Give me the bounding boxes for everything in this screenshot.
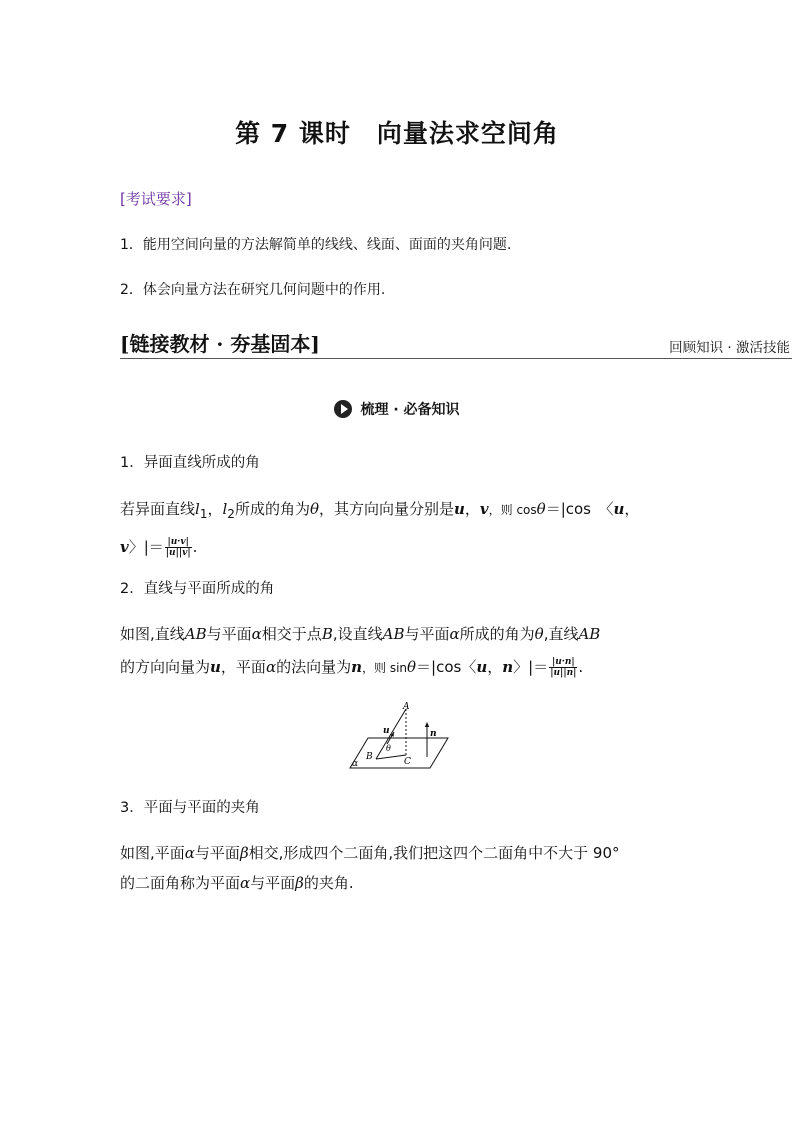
subheading (0, 399, 794, 419)
label-C: C (404, 757, 411, 767)
line-plane-angle-figure (346, 702, 452, 772)
requirement-item-2: 2．体会向量方法在研究几何问题中的作用. (120, 282, 386, 298)
fraction-cos-uv: $\frac{|u\cdot v|}{|u||v|}$ (165, 537, 191, 558)
heading-plane-plane-angle: 3．平面与平面的夹角 (120, 800, 260, 816)
requirement-item-1: 1．能用空间向量的方法解简单的线线、线面、面面的夹角问题. (120, 237, 512, 253)
lesson-number: 第 7 课时 (235, 119, 351, 148)
page-title (0, 114, 794, 150)
subheading-text: 梳理 · 必备知识 (360, 402, 460, 418)
section-subtitle: 回顾知识 · 激活技能 (669, 340, 790, 356)
section-header (120, 328, 792, 359)
section-title: [链接教材 · 夯基固本] (120, 332, 320, 356)
heading-line-plane-angle: 2．直线与平面所成的角 (120, 581, 275, 597)
play-icon (334, 400, 352, 418)
label-B: B (366, 752, 373, 762)
paragraph-skew-lines: 若异面直线$l_1$，$l_2$所成的角为θ，其方向向量分别是u，v，则 cosθ＝|cos 〈u， v〉|＝ $\frac{|u\cdot v|}{|u||v|}$ . (120, 500, 640, 558)
heading-skew-lines-angle: 1．异面直线所成的角 (120, 455, 260, 471)
line-AB (376, 709, 406, 759)
plane-alpha-parallelogram (350, 738, 448, 768)
line-BC (376, 755, 406, 759)
label-theta: θ (386, 744, 391, 753)
label-n: n (430, 729, 437, 739)
exam-requirements-label: [考试要求] (120, 190, 192, 208)
paragraph-plane-plane: 如图,平面α与平面β相交,形成四个二面角,我们把这四个二面角中不大于 90° 的二面角称为平面α与平面β的夹角. (120, 844, 620, 892)
lesson-topic: 向量法求空间角 (376, 119, 559, 148)
label-u: u (383, 726, 390, 736)
normal-n-arrowhead (425, 722, 429, 727)
paragraph-line-plane: 如图,直线AB与平面α相交于点B,设直线AB与平面α所成的角为θ,直线AB 的方向向量为u，平面α的法向量为n，则 sinθ＝|cos〈u，n〉|＝ $\frac{|u\cdot n|}{|u||n|}$ . (120, 625, 601, 678)
fraction-cos-un: $\frac{|u\cdot n|}{|u||n|}$ (550, 657, 577, 678)
label-alpha: α (352, 759, 359, 769)
label-A: A (403, 702, 410, 712)
